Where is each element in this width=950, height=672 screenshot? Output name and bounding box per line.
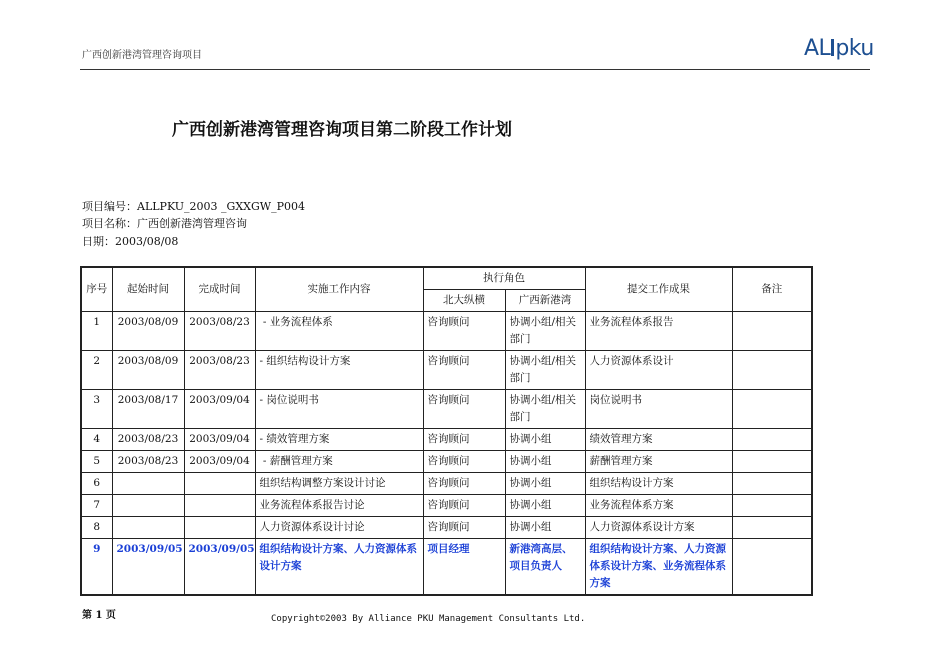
row-start: 2003/09/05 (112, 539, 184, 596)
row-note (732, 517, 812, 539)
row-deliverable: 组织结构设计方案、人力资源体系设计方案、业务流程体系方案 (585, 539, 732, 596)
row-role-b: 协调小组 (505, 517, 585, 539)
row-note (732, 495, 812, 517)
row-note (732, 429, 812, 451)
page-number: 第 1 页 (82, 610, 116, 621)
logo-left-text: AL (804, 36, 831, 61)
row-role-b: 新港湾高层、项目负责人 (505, 539, 585, 596)
row-deliverable: 组织结构设计方案 (585, 473, 732, 495)
header-role-a: 北大纵横 (423, 290, 505, 312)
row-role-b: 协调小组 (505, 429, 585, 451)
row-end: 2003/09/04 (184, 451, 255, 473)
row-role-b: 协调小组 (505, 473, 585, 495)
row-seq: 4 (81, 429, 112, 451)
row-role-b: 协调小组 (505, 451, 585, 473)
row-note (732, 351, 812, 390)
row-role-a: 咨询顾问 (423, 351, 505, 390)
header-divider (80, 69, 870, 70)
table-row (81, 495, 812, 517)
row-content: - 绩效管理方案 (255, 429, 423, 451)
header-end: 完成时间 (184, 267, 255, 312)
row-content: - 岗位说明书 (255, 390, 423, 429)
row-deliverable: 人力资源体系设计 (585, 351, 732, 390)
row-role-a: 咨询顾问 (423, 390, 505, 429)
table-row (81, 312, 812, 351)
row-note (732, 451, 812, 473)
copyright-notice: Copyright©2003 By Alliance PKU Management Consultants Ltd. (271, 614, 586, 624)
row-start (112, 495, 184, 517)
table-row-highlighted (81, 539, 812, 596)
row-content: 组织结构调整方案设计讨论 (255, 473, 423, 495)
work-plan-table (80, 266, 813, 596)
row-content: - 组织结构设计方案 (255, 351, 423, 390)
row-seq: 5 (81, 451, 112, 473)
table-row (81, 351, 812, 390)
document-title: 广西创新港湾管理咨询项目第二阶段工作计划 (172, 120, 512, 140)
row-seq: 3 (81, 390, 112, 429)
row-role-a: 咨询顾问 (423, 473, 505, 495)
row-start (112, 473, 184, 495)
table-row (81, 429, 812, 451)
row-note (732, 312, 812, 351)
row-role-a: 项目经理 (423, 539, 505, 596)
header-start: 起始时间 (112, 267, 184, 312)
row-role-b: 协调小组/相关部门 (505, 390, 585, 429)
row-content: 人力资源体系设计讨论 (255, 517, 423, 539)
row-seq: 9 (81, 539, 112, 596)
header-content: 实施工作内容 (255, 267, 423, 312)
row-start: 2003/08/09 (112, 312, 184, 351)
row-role-a: 咨询顾问 (423, 517, 505, 539)
table-row (81, 473, 812, 495)
row-start: 2003/08/09 (112, 351, 184, 390)
row-role-b: 协调小组 (505, 495, 585, 517)
header-roles: 执行角色 (423, 267, 585, 290)
row-deliverable: 业务流程体系方案 (585, 495, 732, 517)
row-role-a: 咨询顾问 (423, 495, 505, 517)
row-content: 业务流程体系报告讨论 (255, 495, 423, 517)
row-role-a: 咨询顾问 (423, 451, 505, 473)
row-seq: 6 (81, 473, 112, 495)
row-deliverable: 绩效管理方案 (585, 429, 732, 451)
header-deliverable: 提交工作成果 (585, 267, 732, 312)
row-start: 2003/08/23 (112, 429, 184, 451)
row-role-b: 协调小组/相关部门 (505, 351, 585, 390)
company-logo (804, 36, 874, 61)
row-deliverable: 人力资源体系设计方案 (585, 517, 732, 539)
row-start: 2003/08/23 (112, 451, 184, 473)
row-note (732, 390, 812, 429)
row-role-a: 咨询顾问 (423, 429, 505, 451)
row-end: 2003/08/23 (184, 351, 255, 390)
table-row (81, 390, 812, 429)
header-role-b: 广西新港湾 (505, 290, 585, 312)
row-seq: 7 (81, 495, 112, 517)
row-role-b: 协调小组/相关部门 (505, 312, 585, 351)
row-seq: 8 (81, 517, 112, 539)
project-name: 项目名称：广西创新港湾管理咨询 (82, 217, 247, 230)
row-end (184, 473, 255, 495)
logo-right-text: pku (835, 36, 874, 61)
row-deliverable: 薪酬管理方案 (585, 451, 732, 473)
row-role-a: 咨询顾问 (423, 312, 505, 351)
document-date: 日期：2003/08/08 (82, 235, 179, 248)
row-end (184, 495, 255, 517)
row-end (184, 517, 255, 539)
row-seq: 2 (81, 351, 112, 390)
row-note (732, 473, 812, 495)
header-note: 备注 (732, 267, 812, 312)
row-content: - 薪酬管理方案 (255, 451, 423, 473)
row-seq: 1 (81, 312, 112, 351)
row-start (112, 517, 184, 539)
row-note (732, 539, 812, 596)
row-start: 2003/08/17 (112, 390, 184, 429)
header-seq: 序号 (81, 267, 112, 312)
document-header: 广西创新港湾管理咨询项目 (82, 50, 202, 61)
table-row (81, 451, 812, 473)
row-end: 2003/08/23 (184, 312, 255, 351)
project-number: 项目编号：ALLPKU_2003 _GXXGW_P004 (82, 200, 305, 213)
row-deliverable: 业务流程体系报告 (585, 312, 732, 351)
logo-bar (831, 39, 834, 56)
row-content: - 业务流程体系 (255, 312, 423, 351)
row-end: 2003/09/05 (184, 539, 255, 596)
row-deliverable: 岗位说明书 (585, 390, 732, 429)
row-end: 2003/09/04 (184, 429, 255, 451)
table-row (81, 517, 812, 539)
row-end: 2003/09/04 (184, 390, 255, 429)
row-content: 组织结构设计方案、人力资源体系设计方案 (255, 539, 423, 596)
